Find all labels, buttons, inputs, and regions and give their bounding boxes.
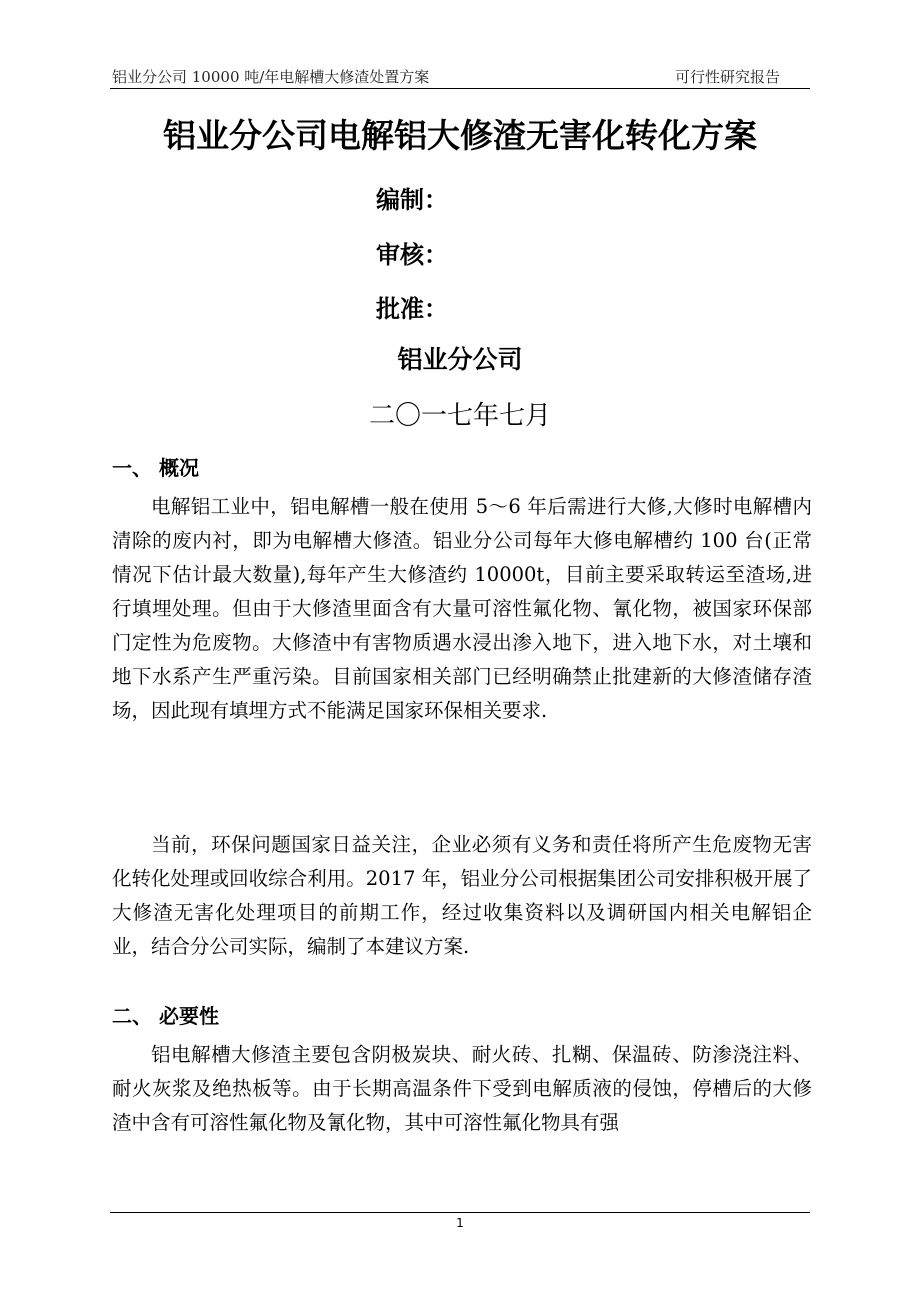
section-heading-overview: 一、 概况 — [112, 456, 199, 480]
header-document-title: 铝业分公司 10000 吨/年电解槽大修渣处置方案 — [112, 68, 430, 86]
header-report-type: 可行性研究报告 — [674, 68, 780, 86]
footer-divider — [110, 1212, 810, 1213]
company-name: 铝业分公司 — [397, 345, 523, 374]
page-number: 1 — [456, 1216, 464, 1230]
paragraph-necessity-1: 铝电解槽大修渣主要包含阴极炭块、耐火砖、扎糊、保温砖、防渗浇注料、耐火灰浆及绝热板等。由于长期高温条件下受到电解质液的侵蚀，停槽后的大修渣中含有可溶性氟化物及氰化物，其中可溶性氟化物具有强 — [112, 1043, 812, 1134]
page-header — [110, 64, 810, 89]
reviewed-by-label: 审核： — [376, 241, 448, 269]
compiled-by-label: 编制： — [376, 186, 448, 214]
section-heading-necessity: 二、 必要性 — [112, 1004, 219, 1028]
paragraph-overview-1: 电解铝工业中，铝电解槽一般在使用 5～6 年后需进行大修,大修时电解槽内清除的废内衬，即为电解槽大修渣。铝业分公司每年大修电解槽约 100 台(正常情况下估计最大数量),每年产生大修渣约 10000t，目前主要采取转运至渣场,进行填埋处理。但由于大修渣里面含有大量可溶性氟化物、氰化物，被国家环保部门定性为危废物。大修渣中有害物质遇水浸出渗入地下，进入地下水，对土壤和地下水系产生严重污染。目前国家相关部门已经明确禁止批建新的大修渣储存渣场，因此现有填埋方式不能满足国家环保相关要求. — [112, 495, 812, 722]
document-title: 铝业分公司电解铝大修渣无害化转化方案 — [163, 116, 757, 155]
document-date: 二〇一七年七月 — [368, 401, 551, 431]
approved-by-label: 批准： — [376, 295, 448, 323]
paragraph-overview-2: 当前，环保问题国家日益关注，企业必须有义务和责任将所产生危废物无害化转化处理或回收综合利用。2017 年，铝业分公司根据集团公司安排积极开展了大修渣无害化处理项目的前期工作，经过收集资料以及调研国内相关电解铝企业，结合分公司实际，编制了本建议方案. — [112, 833, 812, 958]
